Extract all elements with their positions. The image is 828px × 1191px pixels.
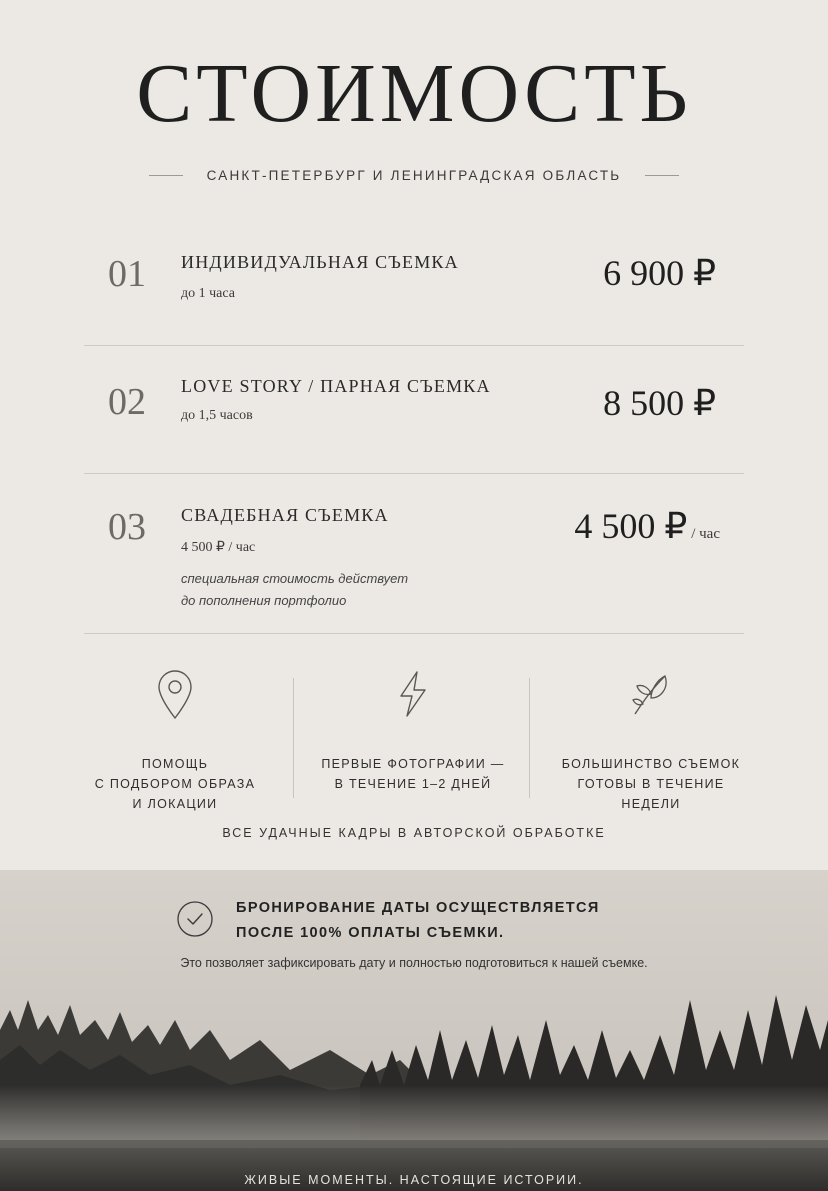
item-number: 03	[108, 506, 146, 548]
feature-line: И ЛОКАЦИИ	[132, 797, 218, 811]
feature-weekly-ready	[532, 668, 770, 814]
item-detail: 4 500 ₽ / час	[181, 540, 256, 555]
feature-text	[294, 754, 532, 794]
price-unit: / час	[691, 526, 720, 542]
item-divider	[84, 473, 744, 474]
booking-condition	[236, 896, 600, 946]
check-circle-icon	[176, 900, 214, 938]
price-item-love-story	[84, 376, 744, 436]
booking-panel	[0, 870, 828, 1191]
item-number: 01	[108, 253, 146, 295]
feature-line: ГОТОВЫ В ТЕЧЕНИЕ	[577, 777, 725, 791]
feature-line: ПЕРВЫЕ ФОТОГРАФИИ —	[321, 757, 505, 771]
forest-lake-image	[0, 990, 828, 1191]
leaf-icon	[629, 668, 673, 720]
subtitle-row	[0, 168, 828, 183]
feature-line: БОЛЬШИНСТВО СЪЕМОК	[561, 757, 741, 771]
item-name: LOVE STORY / ПАРНАЯ СЪЕМКА	[181, 376, 491, 396]
booking-line: БРОНИРОВАНИЕ ДАТЫ ОСУЩЕСТВЛЯЕТСЯ	[236, 900, 600, 916]
page-title: СТОИМОСТЬ	[136, 47, 692, 140]
feature-line: НЕДЕЛИ	[621, 797, 681, 811]
footer-tagline: ЖИВЫЕ МОМЕНТЫ. НАСТОЯЩИЕ ИСТОРИИ.	[244, 1173, 584, 1187]
item-divider	[84, 345, 744, 346]
price-item-individual	[84, 252, 744, 312]
lightning-icon	[393, 668, 433, 720]
item-note-line1: специальная стоимость действует	[181, 571, 409, 586]
item-price	[574, 505, 720, 547]
feature-fast-delivery	[294, 668, 532, 794]
feature-line: С ПОДБОРОМ ОБРАЗА	[94, 777, 256, 791]
item-price: 6 900 ₽	[603, 253, 716, 293]
item-detail: до 1,5 часов	[181, 408, 253, 423]
feature-line: В ТЕЧЕНИЕ 1–2 ДНЕЙ	[334, 777, 492, 791]
feature-styling-help	[56, 668, 294, 814]
item-price: 8 500 ₽	[603, 383, 716, 423]
feature-separator	[529, 678, 530, 798]
item-number: 02	[108, 381, 146, 423]
item-name: СВАДЕБНАЯ СЪЕМКА	[181, 505, 389, 525]
booking-note: Это позволяет зафиксировать дату и полностью подготовиться к нашей съемке.	[180, 956, 648, 970]
features-row	[56, 668, 772, 811]
feature-text	[532, 754, 770, 814]
location-pin-icon	[155, 668, 195, 720]
subtitle-rule-right	[645, 175, 679, 176]
retouch-tagline: ВСЕ УДАЧНЫЕ КАДРЫ В АВТОРСКОЙ ОБРАБОТКЕ	[222, 826, 606, 840]
item-detail: до 1 часа	[181, 286, 235, 301]
item-name: ИНДИВИДУАЛЬНАЯ СЪЕМКА	[181, 252, 459, 272]
region-subtitle: САНКТ-ПЕТЕРБУРГ И ЛЕНИНГРАДСКАЯ ОБЛАСТЬ	[206, 168, 622, 183]
price-value: 4 500 ₽	[574, 506, 688, 546]
feature-line: ПОМОЩЬ	[141, 757, 209, 771]
item-note-line2: до пополнения портфолио	[181, 593, 347, 608]
booking-line: ПОСЛЕ 100% ОПЛАТЫ СЪЕМКИ.	[236, 925, 505, 941]
feature-text	[56, 754, 294, 814]
item-divider	[84, 633, 744, 634]
price-item-wedding	[84, 505, 744, 615]
subtitle-rule-left	[149, 175, 183, 176]
